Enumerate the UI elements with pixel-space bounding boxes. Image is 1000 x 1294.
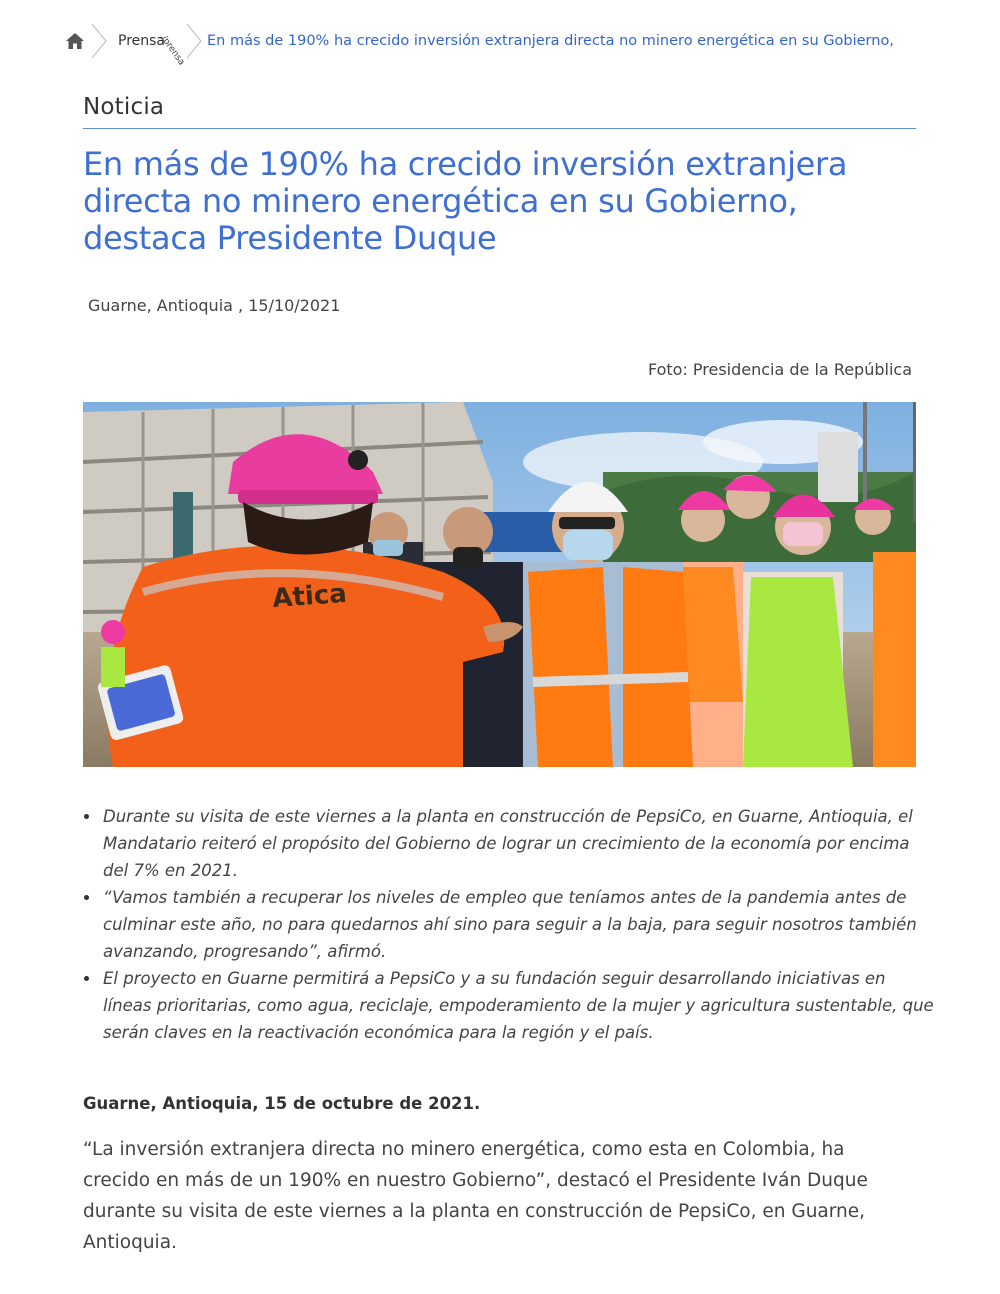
article-photo [83,402,916,767]
summary-bullet-1: Durante su visita de este viernes a la planta en construcción de PepsiCo, en Guarne, Antioquia, el Mandatario reiteró el propósito del Gobierno de lograr un crecimiento de la economía por encima del 7% en 2021. [103,803,936,884]
summary-bullet-2: “Vamos también a recuperar los niveles de empleo que teníamos antes de la pandemia antes de culminar este año, no para quedarnos ahí sino para seguir a la baja, para seguir nosotros también avanzando, progresando”, afirmó. [103,884,936,965]
breadcrumb-rotated-path [158,22,197,68]
breadcrumb [62,22,962,68]
article-meta: Guarne, Antioquia , 15/10/2021 [88,296,341,315]
article-dateline: Guarne, Antioquia, 15 de octubre de 2021. [83,1094,481,1113]
article-paragraph: “La inversión extranjera directa no minero energética, como esta en Colombia, ha crecido en más de un 190% en nuestro Gobierno”, destacó el Presidente Iván Duque durante su visita de este viernes a la planta en construcción de PepsiCo, en Guarne, Antioquia. [83,1139,868,1253]
home-icon [65,32,85,50]
breadcrumb-rotated-text: /prensa [158,34,187,68]
photo-credit: Foto: Presidencia de la República [647,360,912,379]
right-group [663,475,916,767]
section-label: Noticia [83,94,165,120]
summary-bullet-3: El proyecto en Guarne permitirá a PepsiCo y a su fundación seguir desarrollando iniciativas en líneas prioritarias, como agua, reciclaje, empoderamiento de la mujer y agricultura sustentable, que serán claves en la reactivación económica para la región y el país. [103,965,936,1046]
breadcrumb-separator-icon [88,22,110,60]
breadcrumb-item-prensa[interactable]: Prensa [118,33,166,49]
summary-bullets [83,803,936,1046]
breadcrumb-home-link[interactable] [62,22,88,60]
vest-logo-text: Atica [271,578,348,614]
breadcrumb-item-current[interactable]: En más de 190% ha crecido inversión extranjera directa no minero energética en su Gobierno, [207,33,894,49]
article-title: En más de 190% ha crecido inversión extranjera directa no minero energética en su Gobierno, destaca Presidente Duque [83,145,848,257]
section-divider [83,128,916,129]
